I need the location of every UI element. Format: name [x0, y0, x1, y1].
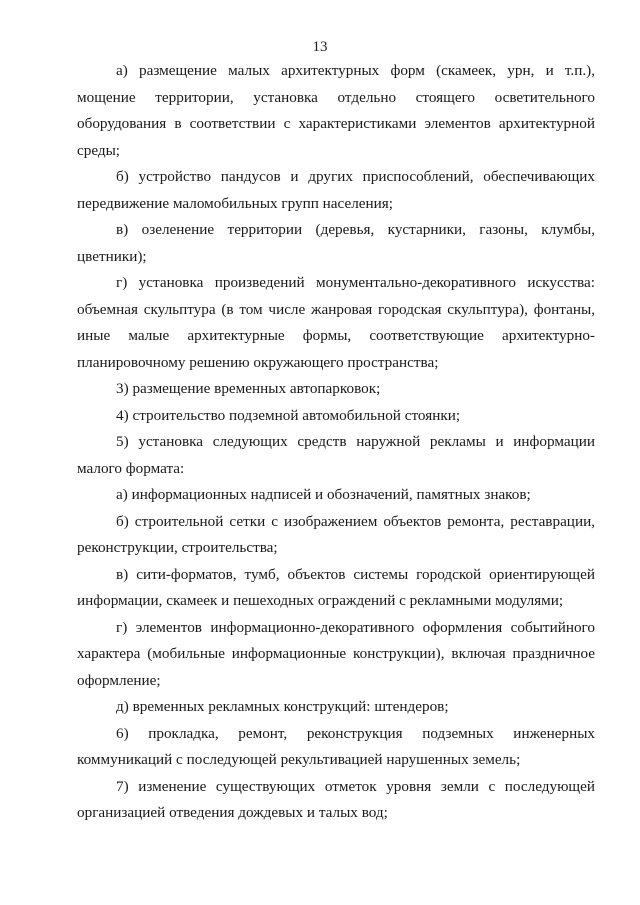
paragraph-item-5-advertising: 5) установка следующих средств наружной рекламы и информации малого формата:	[77, 433, 595, 477]
paragraph-item-5g-decor: г) элементов информационно-декоративного оформления событийного характера (мобильные информационные конструкции), включая праздничное оформление;	[77, 618, 595, 689]
paragraph-item-5a-signs: а) информационных надписей и обозначений, памятных знаков;	[116, 486, 531, 503]
paragraph-item-v-landscaping: в) озеленение территории (деревья, кустарники, газоны, клумбы, цветники);	[77, 221, 595, 265]
paragraph-item-7-ground-levels: 7) изменение существующих отметок уровня земли с последующей организацией отведения дождевых и талых вод;	[77, 777, 595, 821]
paragraph-item-5b-mesh: б) строительной сетки с изображением объектов ремонта, реставрации, реконструкции, строительства;	[77, 512, 595, 556]
paragraph-item-4-underground-parking: 4) строительство подземной автомобильной стоянки;	[116, 406, 461, 424]
paragraph-item-6-utilities: 6) прокладка, ремонт, реконструкция подземных инженерных коммуникаций с последующей рекультивацией нарушенных земель;	[77, 724, 595, 768]
paragraph-item-5v-city-formats: в) сити-форматов, тумб, объектов системы городской ориентирующей информации, скамеек и пешеходных ограждений с рекламными модулями;	[77, 565, 595, 609]
paragraph-item-3-parking: 3) размещение временных автопарковок;	[116, 380, 381, 397]
document-body	[77, 58, 595, 827]
page-number: 13	[312, 39, 328, 55]
paragraph-item-5d-stands: д) временных рекламных конструкций: штендеров;	[116, 698, 449, 715]
paragraph-item-g-art-works: г) установка произведений монументально-декоративного искусства: объемная скульптура (в том числе жанровая городская скульптура), фонтаны, иные малые архитектурные формы, соответствующие архитектурно-планировочному решению окружающего пространства;	[77, 274, 595, 371]
paragraph-item-b-ramps: б) устройство пандусов и других приспособлений, обеспечивающих передвижение маломобильных групп населения;	[77, 168, 595, 212]
paragraph-item-a-small-forms: а) размещение малых архитектурных форм (скамеек, урн, и т.п.), мощение территории, установка отдельно стоящего осветительного оборудования в соответствии с характеристиками элементов архитектурной среды;	[77, 62, 595, 159]
